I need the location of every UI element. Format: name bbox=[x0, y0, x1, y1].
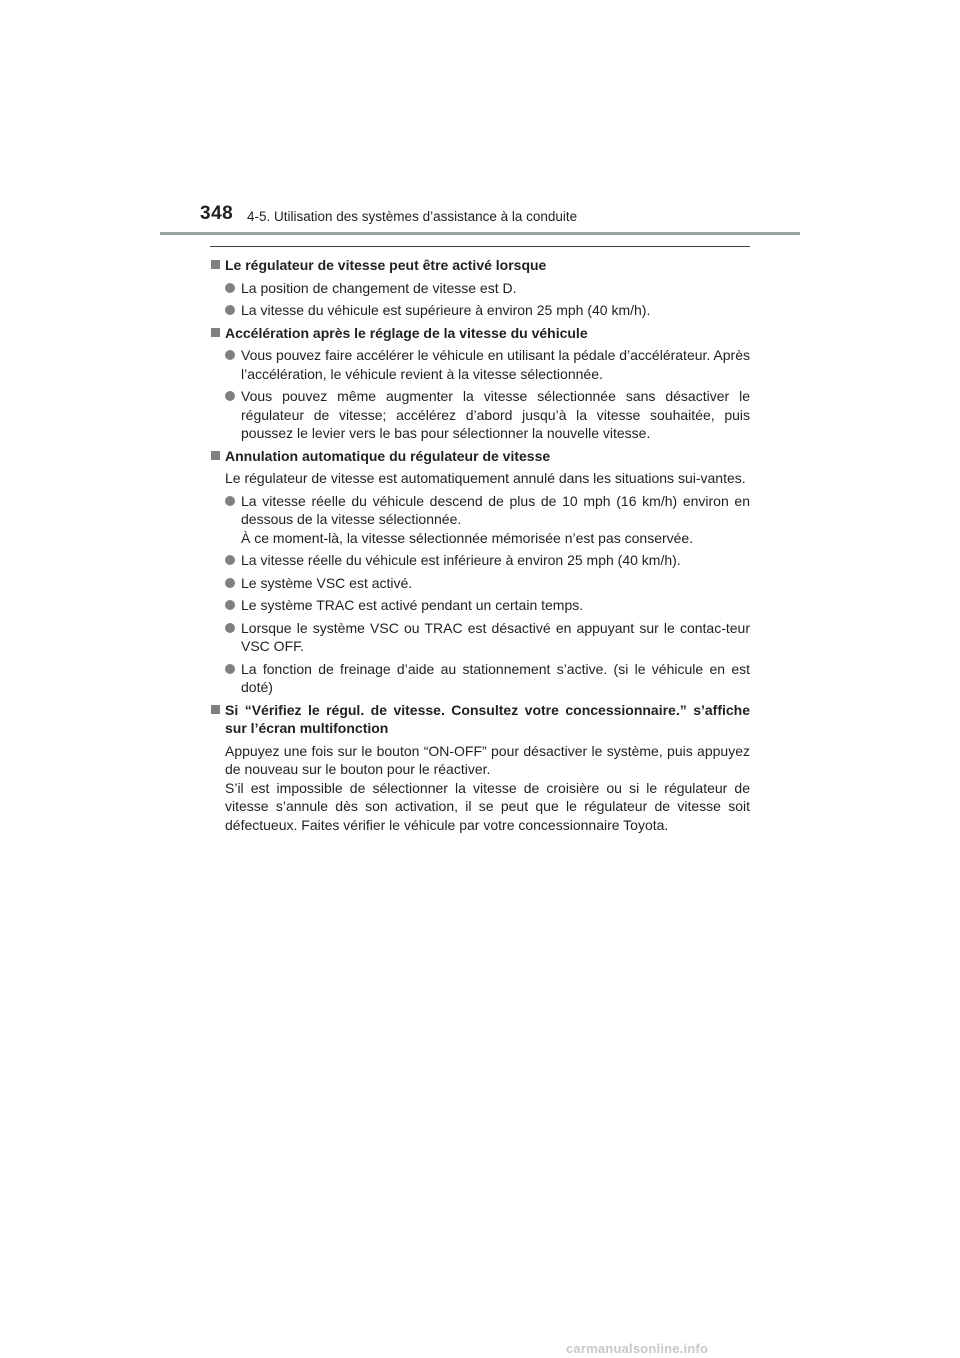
section-heading: Le régulateur de vitesse peut être activé lorsque bbox=[210, 256, 750, 275]
bullet-item: Lorsque le système VSC ou TRAC est désactivé en appuyant sur le contac-teur VSC OFF. bbox=[210, 619, 750, 656]
round-bullet-icon bbox=[225, 350, 235, 360]
round-bullet-icon bbox=[225, 664, 235, 674]
square-bullet-icon bbox=[211, 705, 220, 714]
section-intro: Le régulateur de vitesse est automatiquement annulé dans les situations sui-vantes. bbox=[225, 470, 746, 486]
bullet-item: Le système TRAC est activé pendant un certain temps. bbox=[210, 596, 750, 615]
square-bullet-icon bbox=[211, 451, 220, 460]
round-bullet-icon bbox=[225, 391, 235, 401]
section-heading: Accélération après le réglage de la vitesse du véhicule bbox=[210, 324, 750, 343]
round-bullet-icon bbox=[225, 600, 235, 610]
round-bullet-icon bbox=[225, 555, 235, 565]
content-rule bbox=[210, 246, 750, 247]
section-paragraph: Appuyez une fois sur le bouton “ON-OFF” pour désactiver le système, puis appuyez de nouveau sur le bouton pour le réactiver. S’il est impossible de sélectionner la vitesse de croisière ou si le régulateur de vitesse s’annule dès son activation, il se peut que le régulateur de vitesse soit défectueux. Faites vérifier le véhicule par votre concessionnaire Toyota. bbox=[225, 742, 750, 833]
bullet-item: La vitesse du véhicule est supérieure à environ 25 mph (40 km/h). bbox=[210, 301, 750, 320]
round-bullet-icon bbox=[225, 305, 235, 315]
page-number: 348 bbox=[200, 203, 234, 224]
round-bullet-icon bbox=[225, 623, 235, 633]
bullet-item: Vous pouvez même augmenter la vitesse sélectionnée sans désactiver le régulateur de vitesse; accélérez d’abord jusqu’à la vitesse souhaitée, puis poussez le levier vers le bas pour sélectionner la nouvelle vitesse. bbox=[210, 387, 750, 443]
footer-watermark: carmanualsonline.info bbox=[566, 1341, 709, 1356]
square-bullet-icon bbox=[211, 260, 220, 269]
section-acceleration bbox=[210, 324, 750, 443]
section-check-message bbox=[210, 701, 750, 835]
section-activation-conditions bbox=[210, 256, 750, 320]
bullet-item: La fonction de freinage d’aide au stationnement s’active. (si le véhicule en est doté) bbox=[210, 660, 750, 697]
content bbox=[210, 256, 750, 838]
square-bullet-icon bbox=[211, 328, 220, 337]
round-bullet-icon bbox=[225, 578, 235, 588]
round-bullet-icon bbox=[225, 496, 235, 506]
chapter-title: 4-5. Utilisation des systèmes d’assistance à la conduite bbox=[247, 209, 578, 224]
bullet-item: La position de changement de vitesse est D. bbox=[210, 279, 750, 298]
section-heading: Si “Vérifiez le régul. de vitesse. Consultez votre concessionnaire.” s’affiche sur l’écran multifonction bbox=[210, 701, 750, 738]
bullet-item: La vitesse réelle du véhicule est inférieure à environ 25 mph (40 km/h). bbox=[210, 551, 750, 570]
bullet-item: Vous pouvez faire accélérer le véhicule en utilisant la pédale d’accélérateur. Après l’accélération, le véhicule revient à la vitesse sélectionnée. bbox=[210, 346, 750, 383]
section-automatic-cancellation bbox=[210, 447, 750, 697]
section-heading: Annulation automatique du régulateur de vitesse bbox=[210, 447, 750, 466]
round-bullet-icon bbox=[225, 283, 235, 293]
bullet-item: La vitesse réelle du véhicule descend de plus de 10 mph (16 km/h) environ en dessous de la vitesse sélectionnée. À ce moment-là, la vitesse sélectionnée mémorisée n’est pas conservée. bbox=[210, 492, 750, 548]
bullet-item: Le système VSC est activé. bbox=[210, 574, 750, 593]
header-rule bbox=[160, 232, 800, 235]
